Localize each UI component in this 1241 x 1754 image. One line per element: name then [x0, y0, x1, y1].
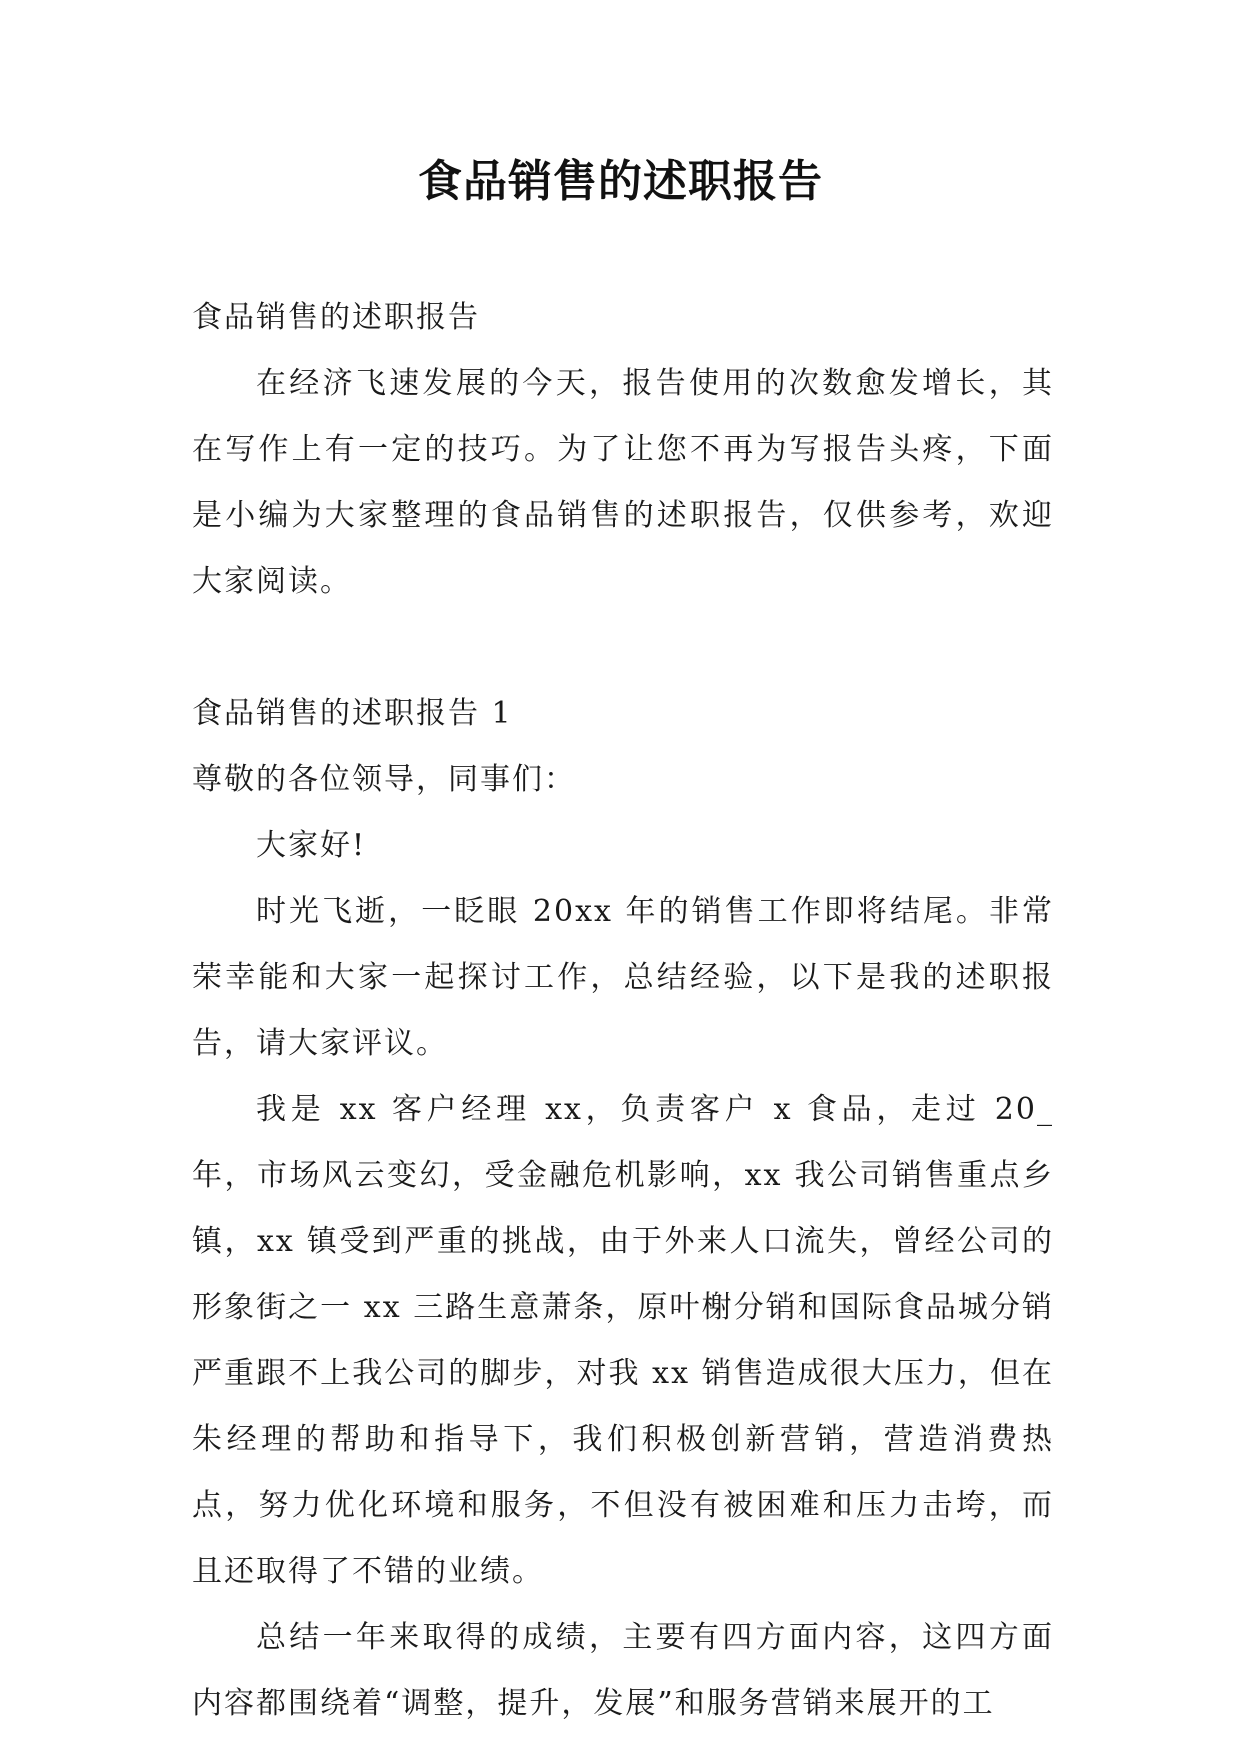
body-paragraph-2: 我是 xx 客户经理 xx，负责客户 x 食品，走过 20_年，市场风云变幻，受金融危机影响，xx 我公司销售重点乡镇，xx 镇受到严重的挑战，由于外来人口流失，曾经公司的形象街之一 xx 三路生意萧条，原叶榭分销和国际食品城分销严重跟不上我公司的脚步，对我 xx 销售造成很大压力，但在朱经理的帮助和指导下，我们积极创新营销，营造消费热点，努力优化环境和服务，不但没有被困难和压力击垮，而且还取得了不错的业绩。	[192, 1092, 1054, 1589]
section-heading: 食品销售的述职报告 1	[192, 696, 513, 731]
salutation: 尊敬的各位领导，同事们：	[192, 762, 576, 797]
intro-paragraph: 在经济飞速发展的今天，报告使用的次数愈发增长，其在写作上有一定的技巧。为了让您不再为写报告头疼，下面是小编为大家整理的食品销售的述职报告，仅供参考，欢迎大家阅读。	[192, 366, 1054, 599]
body-paragraph-1: 时光飞逝，一眨眼 20xx 年的销售工作即将结尾。非常荣幸能和大家一起探讨工作，总结经验，以下是我的述职报告，请大家评议。	[192, 894, 1054, 1061]
document-subtitle: 食品销售的述职报告	[192, 300, 480, 335]
document-title: 食品销售的述职报告	[418, 156, 823, 207]
paragraph-spacer	[192, 615, 1054, 681]
document-body	[192, 285, 1054, 1737]
body-paragraph-3: 总结一年来取得的成绩，主要有四方面内容，这四方面内容都围绕着“调整，提升，发展”和服务营销来展开的工	[192, 1620, 1054, 1721]
greeting: 大家好!	[256, 828, 367, 863]
